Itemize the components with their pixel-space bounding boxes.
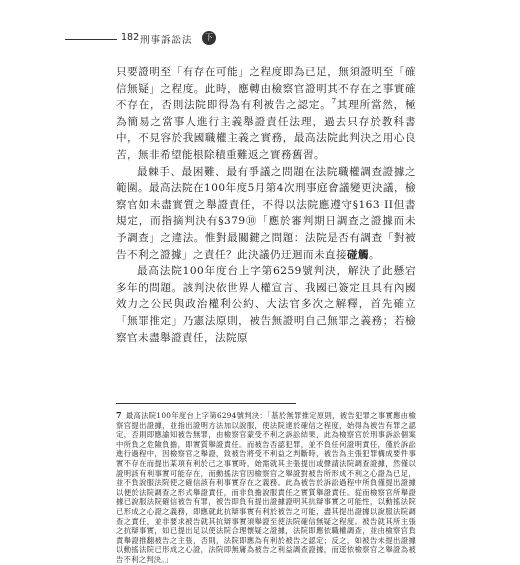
paragraph-2 xyxy=(116,164,416,264)
body-text xyxy=(116,64,416,346)
book-title: 刑事訴訟法 xyxy=(140,35,193,46)
footnote-text: 最高法院100年度台上字第6294號判決：「基於無罪推定原則，被告犯罪之事實應由檢察官提出證據，並指出證明方法加以說服，使法院達於確信之程度，始得為被告有罪之認定，否則即應諭知被告無罪，由檢察官蒙受不利之訴訟結果，此為檢察官於刑事訴訟個案中所負之危險負擔，即實質舉證責任。而被告否認犯罪，並不負任何證明責任，僅於訴訟進行過程中，因檢察官之舉證，致被告將受不利益之判斷時，被告為主張犯罪構成要件事實不存在而提出某項有利於己之事實時，始需就其主張提出或聲請法院調查證據，然僅以證明該有利事實可能存在，而動搖法官因檢察官之舉證對被告所形成不利之心證為已足，並不負說服法院使之確信該有利事實存在之義務。此為被告於訴訟過程中所負僅提出證據以便於法院調查之形式舉證責任，而非負擔說服責任之實質舉證責任。從而檢察官所舉證據已說服法院確信被告有罪，被告即負有提出證據證明其抗辯事實之可能性，以動搖法院已形成之心證之義務，即應就此抗辯事實有利於被告之可能，盡其提出證據以說服法院調查之責任，並非要求被告就其抗辯事實須舉證至使法院確信無疑之程度。被告就其所主張之抗辯事實，如已提出足以使法院合理懷疑之證據，法院即應依職權調查，並由檢察官負責舉證推翻被告之主張，否則，法院即應為有利於被告之認定；反之，如被告未提出證據以動搖法院已形成之心證，法院即無庸為被告之利益調查證據，而逕依檢察官之舉證為被告不利之判決。」 xyxy=(116,411,416,564)
paragraph-3 xyxy=(116,263,416,346)
paragraph-2-text-a: 最棘手、最困難、最有爭議之問題在法院職權調查證據之範圍。最高法院在100年度5月第4次刑事庭會議變更決議，檢察官如未盡實質之舉證責任，不得以法院應遵守§163 II但書規定，而指摘判決有§379⑩「應於審判期日調查之證據而未予調查」之違法。惟對最關鍵之問題：法院是否有調查「對被告不利之證據」之責任？此決議仍迂迴而未直接 xyxy=(116,165,416,261)
paragraph-1 xyxy=(116,64,416,164)
footnote-ref: 7 xyxy=(331,97,337,106)
paragraph-1-text-a: 只要證明至「有存在可能」之程度即為已足，無須證明至「確信無疑」之程度。此時，應轉由檢察官證明其不存在之事實確不存在，否則法院即得為有利被告之認定。 xyxy=(116,66,416,112)
paragraph-2-emphasis: 碰觸 xyxy=(347,248,369,261)
paragraph-2-text-b: 。 xyxy=(369,248,380,261)
page-number: 182 xyxy=(121,32,140,43)
footnote-paragraph xyxy=(116,411,416,565)
volume-badge: 下 xyxy=(202,31,216,45)
footnote-mark: 7 xyxy=(116,410,122,420)
footnote-rule xyxy=(116,403,296,404)
header-rule xyxy=(65,39,117,40)
footnote xyxy=(116,411,416,565)
paragraph-3-text: 最高法院100年度台上字第6259號判決，解決了此懸宕多年的問題。該判決依世界人權宣言、我國已簽定且具有內國效力之公民與政治權利公約、大法官多次之解釋，首先確立「無罪推定」乃憲法原則，被告無證明自己無罪之義務；若檢察官未盡舉證責任，法院原 xyxy=(116,265,416,344)
paragraph-1-text-b: 其理所當然，極為簡易之當事人進行主義舉證責任法理，過去只存於教科書中，不見容於我國職權主義之實務，最高法院此判決之用心良苦，無非希望能根除積重難返之實務舊習。 xyxy=(116,99,417,161)
running-header xyxy=(0,30,520,50)
